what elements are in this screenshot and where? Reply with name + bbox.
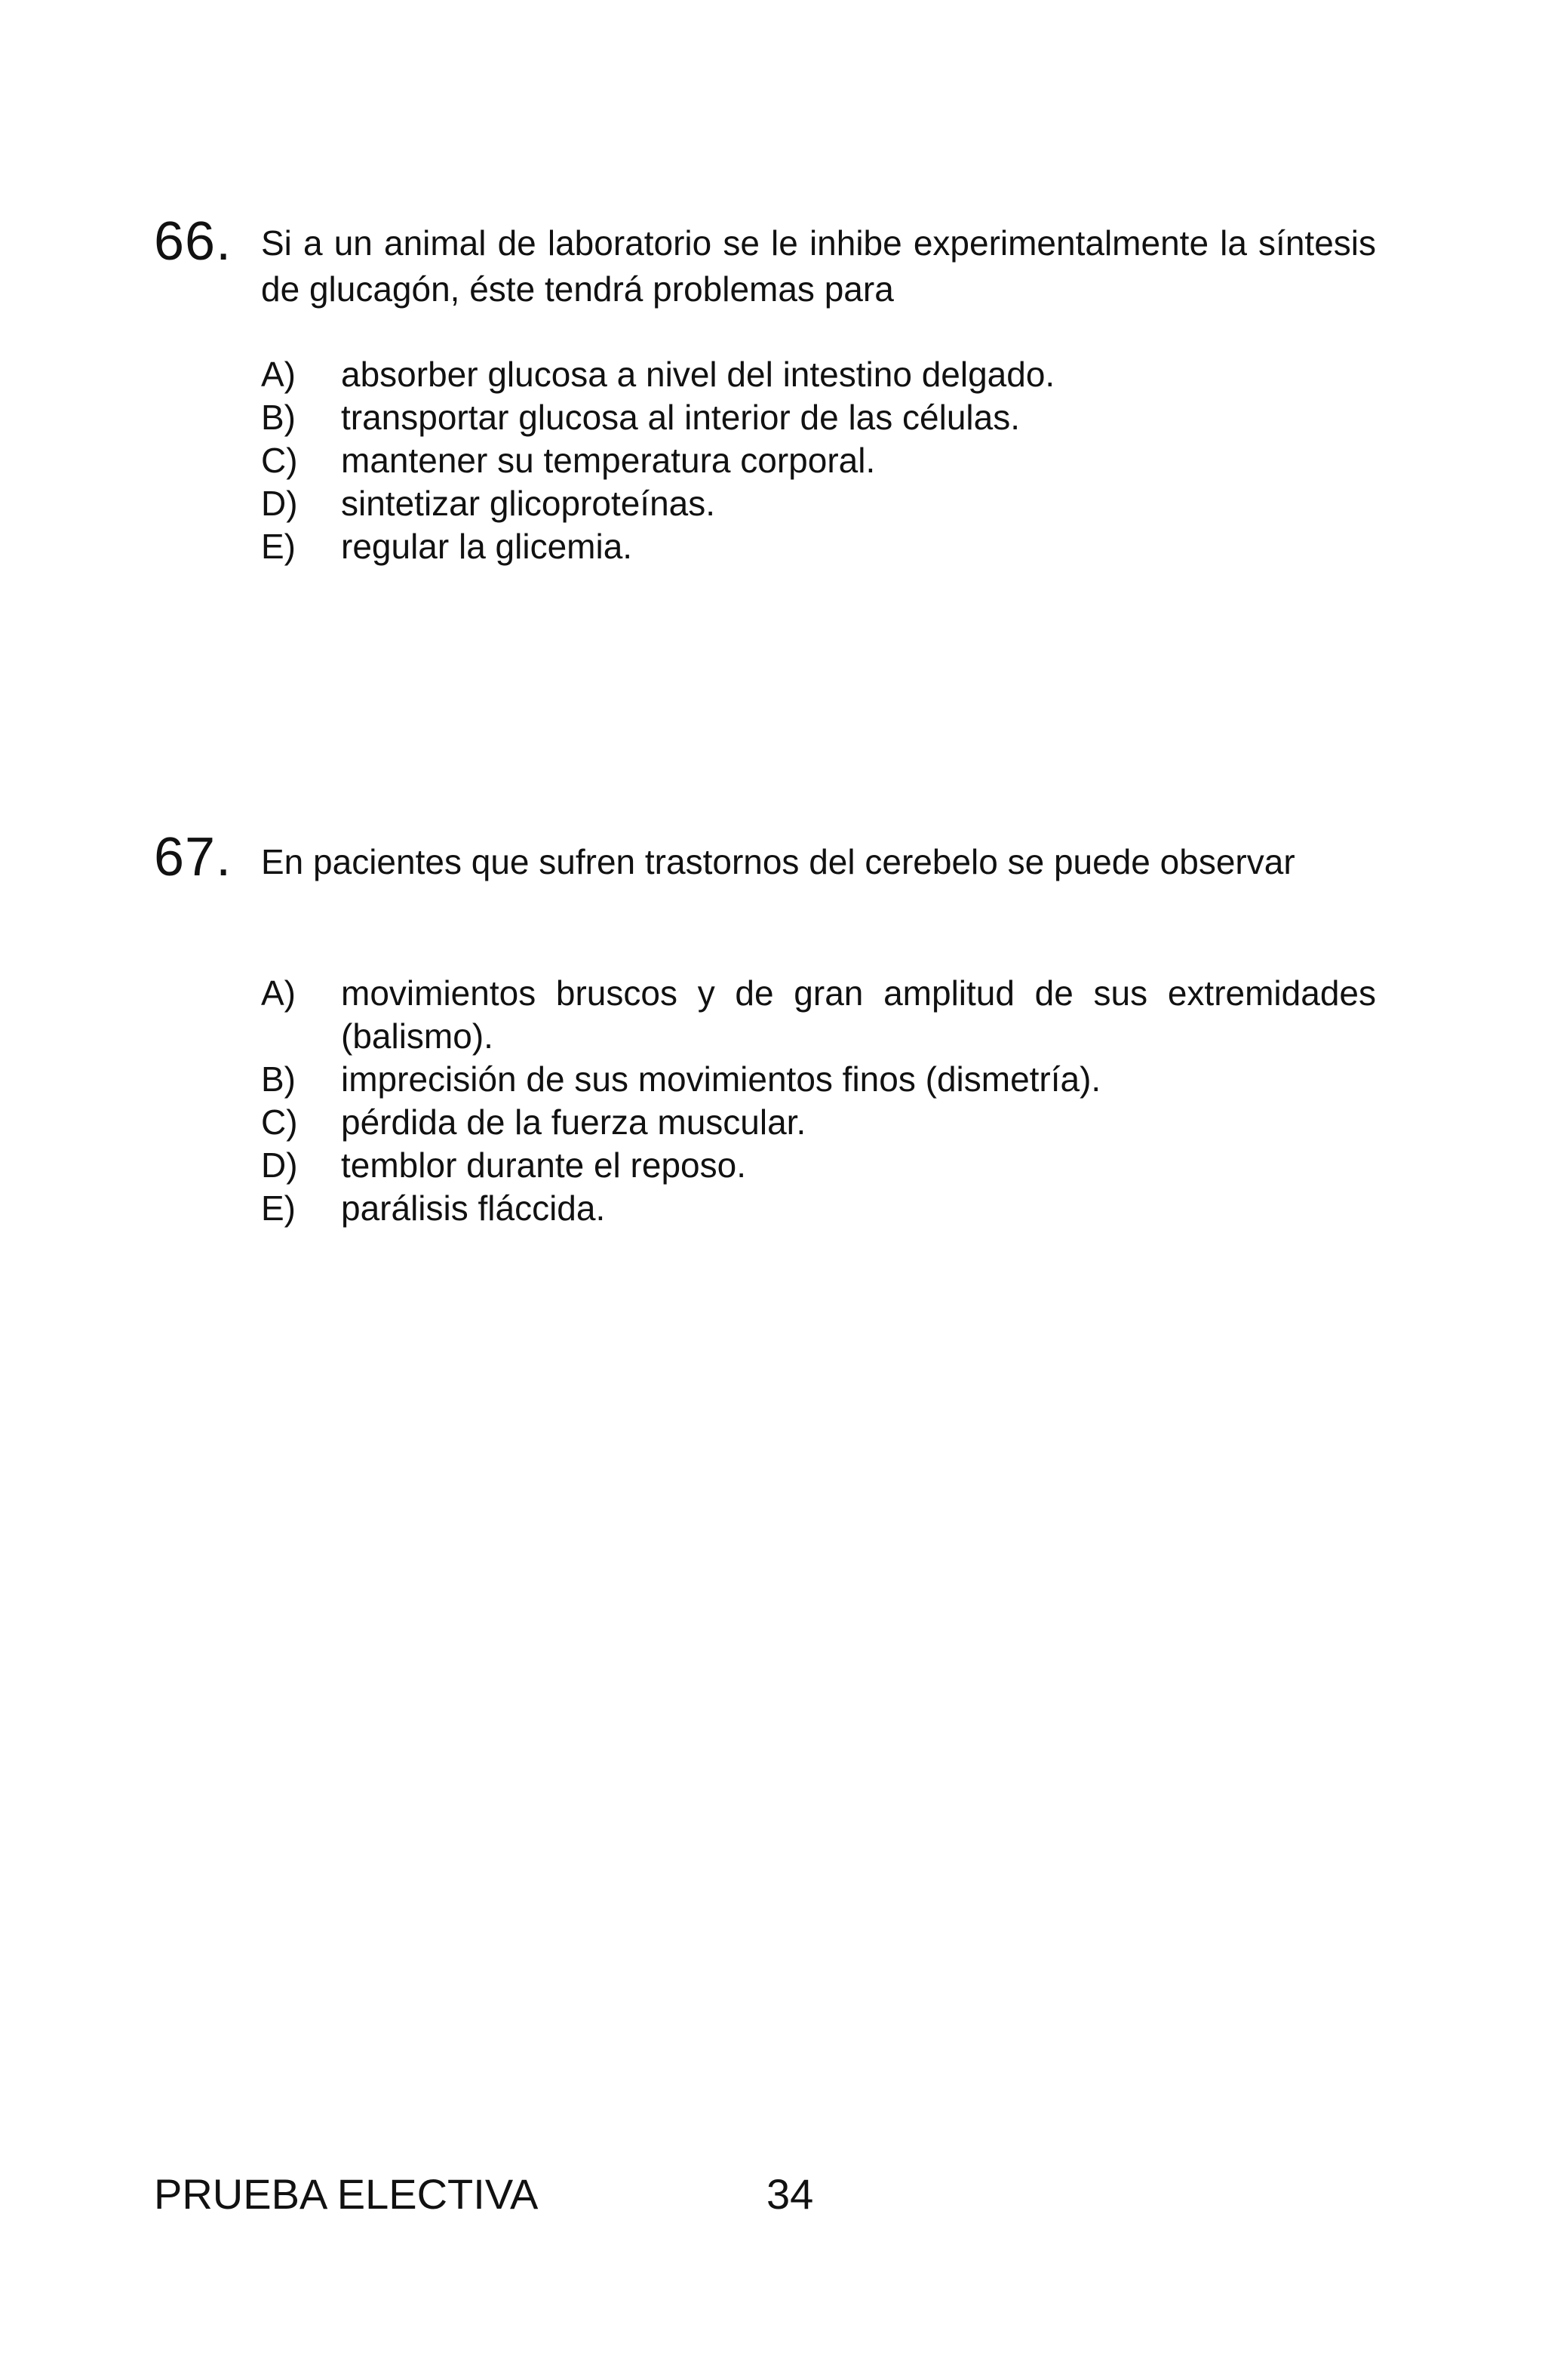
answer-option-b[interactable] [261,396,1376,439]
option-text: temblor durante el reposo. [341,1145,746,1185]
answer-option-a[interactable] [261,972,1376,1058]
option-letter: D) [261,1145,298,1185]
question-number: 67. [154,827,232,887]
question-stem: Si a un animal de laboratorio se le inhibe experimentalmente la síntesis de glucagón, éste tendrá problemas para [261,223,1376,309]
answer-option-d[interactable] [261,1144,1376,1187]
answer-options [261,353,1376,568]
option-letter: C) [261,441,298,480]
option-letter: C) [261,1102,298,1142]
answer-option-c[interactable] [261,1101,1376,1144]
answer-option-b[interactable] [261,1058,1376,1101]
option-letter: B) [261,1059,296,1099]
question-number: 66. [154,211,232,272]
answer-option-c[interactable] [261,439,1376,482]
answer-option-d[interactable] [261,482,1376,525]
option-text: absorber glucosa a nivel del intestino delgado. [341,355,1055,394]
option-letter: A) [261,973,296,1013]
answer-options [261,972,1376,1230]
option-text: transportar glucosa al interior de las células. [341,398,1021,437]
option-letter: E) [261,1188,296,1228]
question-stem: En pacientes que sufren trastornos del cerebelo se puede observar [261,842,1295,881]
answer-option-a[interactable] [261,353,1376,396]
option-letter: D) [261,484,298,523]
page-footer [154,2164,1391,2225]
footer-title: PRUEBA ELECTIVA [154,2170,539,2218]
option-text: mantener su temperatura corporal. [341,441,876,480]
option-letter: E) [261,527,296,566]
answer-option-e[interactable] [261,1187,1376,1230]
answer-option-e[interactable] [261,525,1376,568]
option-letter: A) [261,355,296,394]
option-text: parálisis fláccida. [341,1188,606,1228]
option-letter: B) [261,398,296,437]
page-number: 34 [766,2170,814,2218]
option-text: sintetizar glicoproteínas. [341,484,716,523]
option-text: imprecisión de sus movimientos finos (dismetría). [341,1059,1101,1099]
option-text: pérdida de la fuerza muscular. [341,1102,806,1142]
option-text: regular la glicemia. [341,527,633,566]
option-text: movimientos bruscos y de gran amplitud de sus extremidades (balismo). [341,973,1376,1056]
